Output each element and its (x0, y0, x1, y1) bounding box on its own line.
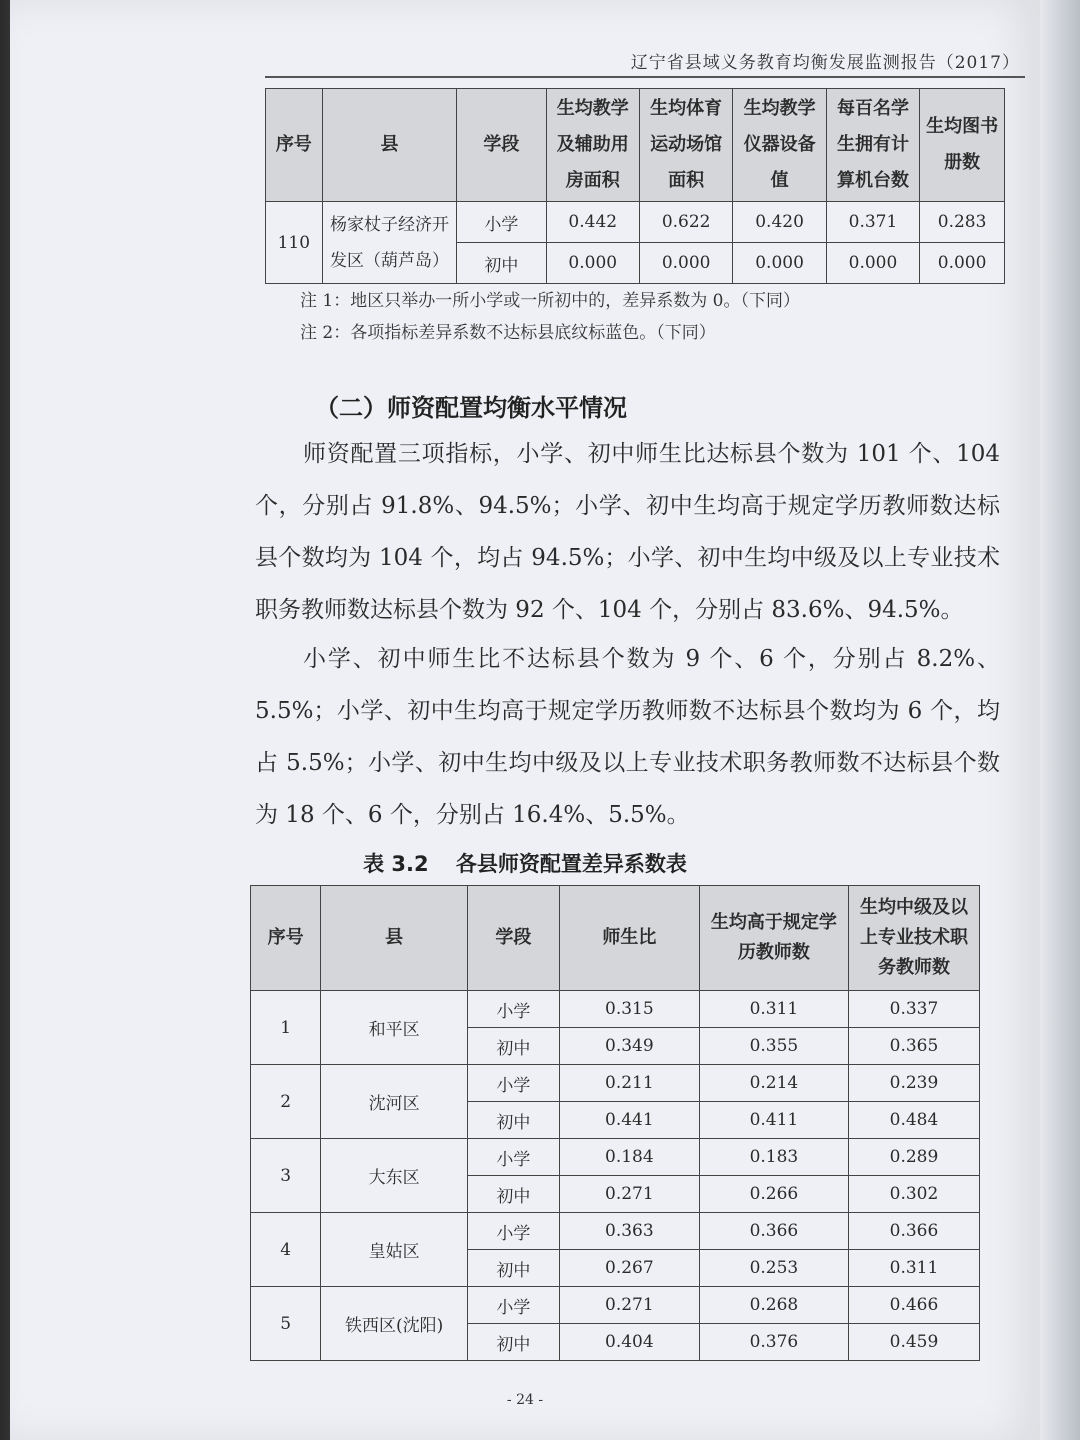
cell-value: 0.442 (546, 202, 639, 243)
col-header-stage: 学段 (457, 89, 546, 202)
cell-value: 0.267 (559, 1250, 699, 1287)
cell-value: 0.268 (699, 1287, 848, 1324)
cell-county: 沈河区 (321, 1065, 468, 1139)
cell-stage: 小学 (467, 1065, 559, 1102)
cell-value: 0.366 (848, 1213, 979, 1250)
col-header-equipment-value: 生均教学仪器设备值 (733, 89, 826, 202)
section-heading: （二）师资配置均衡水平情况 (315, 394, 627, 422)
cell-value: 0.000 (920, 243, 1005, 284)
cell-no: 4 (251, 1213, 321, 1287)
cell-value: 0.239 (848, 1065, 979, 1102)
header-rule (265, 76, 1025, 78)
cell-value: 0.000 (826, 243, 919, 284)
col-header-senior-teachers: 生均中级及以上专业技术职务教师数 (848, 886, 979, 991)
cell-value: 0.371 (826, 202, 919, 243)
table-notes (300, 285, 800, 349)
col-header-classroom-area: 生均教学及辅助用房面积 (546, 89, 639, 202)
cell-value: 0.311 (699, 991, 848, 1028)
cell-stage: 初中 (467, 1250, 559, 1287)
table-row (251, 1213, 980, 1250)
cell-stage: 小学 (467, 991, 559, 1028)
cell-value: 0.466 (848, 1287, 979, 1324)
col-header-county: 县 (321, 886, 468, 991)
cell-stage: 初中 (467, 1324, 559, 1361)
table-header-row (251, 886, 980, 991)
cell-value: 0.376 (699, 1324, 848, 1361)
cell-stage: 小学 (467, 1139, 559, 1176)
cell-stage: 初中 (457, 243, 546, 284)
cell-no: 5 (251, 1287, 321, 1361)
cell-stage: 小学 (457, 202, 546, 243)
cell-value: 0.253 (699, 1250, 848, 1287)
cell-value: 0.183 (699, 1139, 848, 1176)
table-caption-number: 表 3.2 (363, 852, 429, 876)
page-number: - 24 - (506, 1392, 544, 1408)
cell-county: 皇姑区 (321, 1213, 468, 1287)
table-row (251, 991, 980, 1028)
col-header-computers: 每百名学生拥有计算机台数 (826, 89, 919, 202)
cell-value: 0.000 (733, 243, 826, 284)
cell-value: 0.266 (699, 1176, 848, 1213)
paragraph-2: 小学、初中师生比不达标县个数为 9 个、6 个，分别占 8.2%、5.5%；小学、初中生均高于规定学历教师数不达标县个数均为 6 个，均占 5.5%；小学、初中生均中级及以上专业技术职务教师数不达标县个数为 18 个、6 个，分别占 16.4%、5.5%。 (255, 646, 1000, 828)
cell-value: 0.355 (699, 1028, 848, 1065)
col-header-stage: 学段 (467, 886, 559, 991)
cell-value: 0.214 (699, 1065, 848, 1102)
cell-no: 110 (266, 202, 323, 284)
cell-value: 0.349 (559, 1028, 699, 1065)
col-header-county: 县 (322, 89, 457, 202)
cell-value: 0.622 (639, 202, 732, 243)
cell-value: 0.211 (559, 1065, 699, 1102)
cell-value: 0.000 (546, 243, 639, 284)
table-row (251, 1065, 980, 1102)
cell-county: 大东区 (321, 1139, 468, 1213)
cell-value: 0.315 (559, 991, 699, 1028)
cell-value: 0.420 (733, 202, 826, 243)
running-header: 辽宁省县域义务教育均衡发展监测报告（2017） (630, 53, 1020, 73)
cell-value: 0.459 (848, 1324, 979, 1361)
note-2: 注 2：各项指标差异系数不达标县底纹标蓝色。（下同） (300, 323, 716, 343)
cell-county: 和平区 (321, 991, 468, 1065)
cell-value: 0.484 (848, 1102, 979, 1139)
table-header-row (266, 89, 1005, 202)
table-row (251, 1139, 980, 1176)
col-header-books: 生均图书册数 (920, 89, 1005, 202)
cell-value: 0.289 (848, 1139, 979, 1176)
table-caption-title: 各县师资配置差异系数表 (455, 852, 687, 876)
cell-county: 铁西区(沈阳) (321, 1287, 468, 1361)
cell-value: 0.302 (848, 1176, 979, 1213)
document-page (10, 0, 1040, 1440)
note-1: 注 1：地区只举办一所小学或一所初中的，差异系数为 0。（下同） (300, 291, 800, 311)
table-row (251, 1287, 980, 1324)
cell-stage: 小学 (467, 1287, 559, 1324)
col-header-ratio: 师生比 (559, 886, 699, 991)
col-header-sports-area: 生均体育运动场馆面积 (639, 89, 732, 202)
cell-value: 0.441 (559, 1102, 699, 1139)
table-row (266, 202, 1005, 243)
cell-value: 0.283 (920, 202, 1005, 243)
cell-value: 0.363 (559, 1213, 699, 1250)
cell-stage: 小学 (467, 1213, 559, 1250)
cell-value: 0.184 (559, 1139, 699, 1176)
cell-value: 0.311 (848, 1250, 979, 1287)
cell-value: 0.365 (848, 1028, 979, 1065)
cell-stage: 初中 (467, 1102, 559, 1139)
cell-stage: 初中 (467, 1028, 559, 1065)
cell-value: 0.411 (699, 1102, 848, 1139)
cell-stage: 初中 (467, 1176, 559, 1213)
cell-no: 1 (251, 991, 321, 1065)
cell-county: 杨家杖子经济开发区（葫芦岛） (322, 202, 457, 284)
paragraph-1: 师资配置三项指标，小学、初中师生比达标县个数为 101 个、104 个，分别占 91.8%、94.5%；小学、初中生均高于规定学历教师数达标县个数均为 104 个，均占 94.5%；小学、初中生均中级及以上专业技术职务教师数达标县个数为 92 个、104 个，分别占 83.6%、94.5%。 (255, 441, 1000, 623)
cell-no: 2 (251, 1065, 321, 1139)
cell-value: 0.366 (699, 1213, 848, 1250)
col-header-no: 序号 (266, 89, 323, 202)
col-header-no: 序号 (251, 886, 321, 991)
cell-value: 0.337 (848, 991, 979, 1028)
cell-value: 0.404 (559, 1324, 699, 1361)
cell-value: 0.000 (639, 243, 732, 284)
cell-value: 0.271 (559, 1287, 699, 1324)
table-material-conditions (265, 88, 1005, 284)
col-header-qualified-teachers: 生均高于规定学历教师数 (699, 886, 848, 991)
table-caption (10, 848, 1040, 878)
cell-no: 3 (251, 1139, 321, 1213)
table-teacher-allocation (250, 885, 980, 1361)
cell-value: 0.271 (559, 1176, 699, 1213)
